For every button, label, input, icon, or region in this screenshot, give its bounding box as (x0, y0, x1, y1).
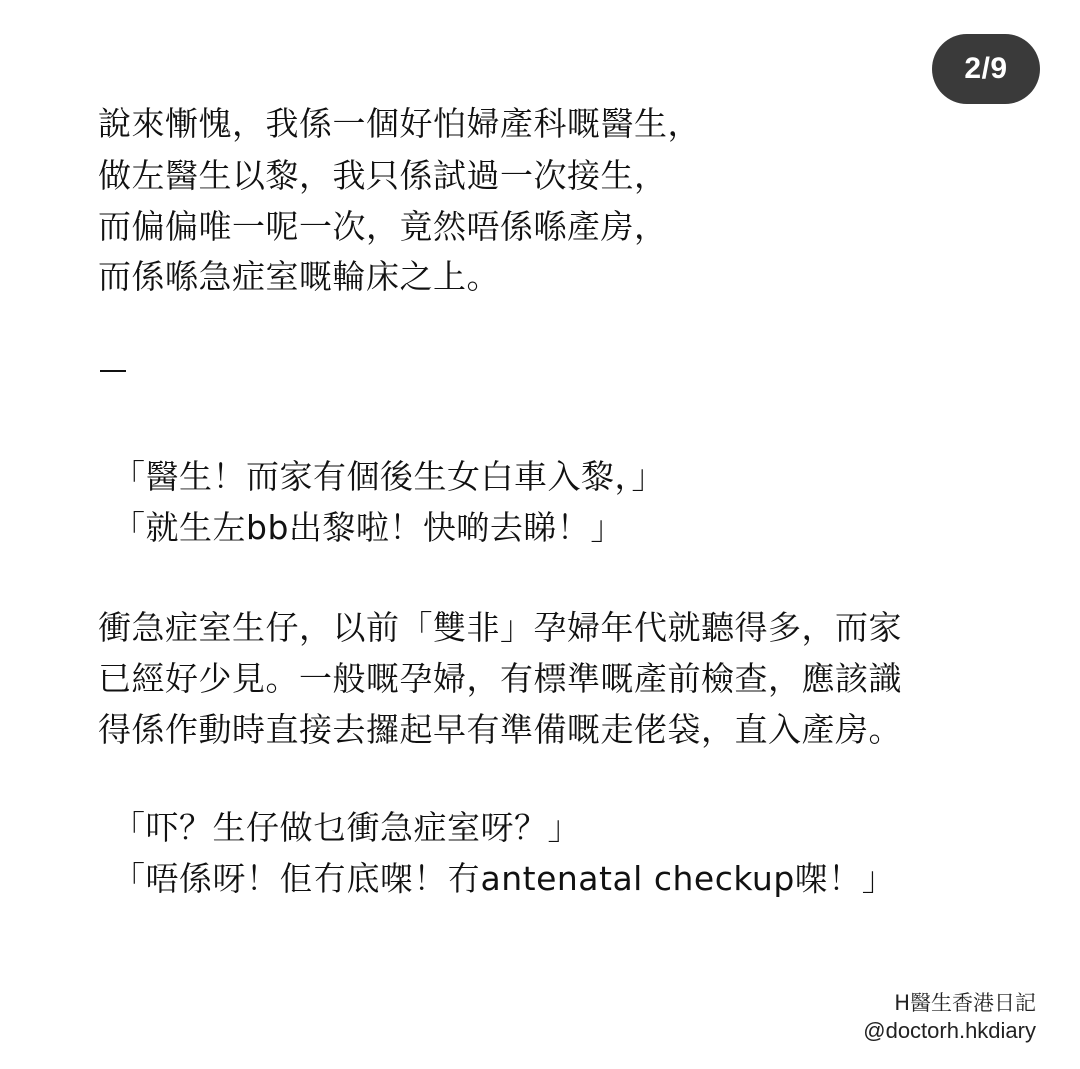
intro-line-1: 說來慚愧，我係一個好怕婦產科嘅醫生， (98, 104, 701, 143)
quote-two-line-2: 「唔係呀！佢冇底㗎！冇antenatal checkup㗎！」 (112, 859, 896, 898)
intro-line-2: 做左醫生以黎，我只係試過一次接生， (98, 156, 668, 195)
body-line-1: 衝急症室生仔，以前「雙非」孕婦年代就聽得多，而家 (98, 608, 902, 647)
page-indicator-badge: 2/9 (932, 34, 1040, 104)
quote-one-line-2: 「就生左bb出黎啦！快啲去睇！」 (112, 508, 624, 547)
quote-two-line-1: 「吓？生仔做乜衝急症室呀？」 (112, 808, 581, 847)
body-line-3: 得係作動時直接去攞起早有準備嘅走佬袋，直入產房。 (98, 710, 902, 749)
intro-line-3: 而偏偏唯一呢一次，竟然唔係喺產房， (98, 207, 668, 246)
body-line-2: 已經好少見。一般嘅孕婦，有標準嘅產前檢查，應該識 (98, 659, 902, 698)
quote-one-line-1: 「醫生！而家有個後生女白車入黎，」 (112, 457, 665, 496)
author-handle: @doctorh.hkdiary (863, 1018, 1036, 1043)
author-name: H醫生香港日記 (894, 991, 1036, 1015)
intro-line-4: 而係喺急症室嘅輪床之上。 (98, 257, 500, 296)
section-divider (100, 370, 126, 372)
